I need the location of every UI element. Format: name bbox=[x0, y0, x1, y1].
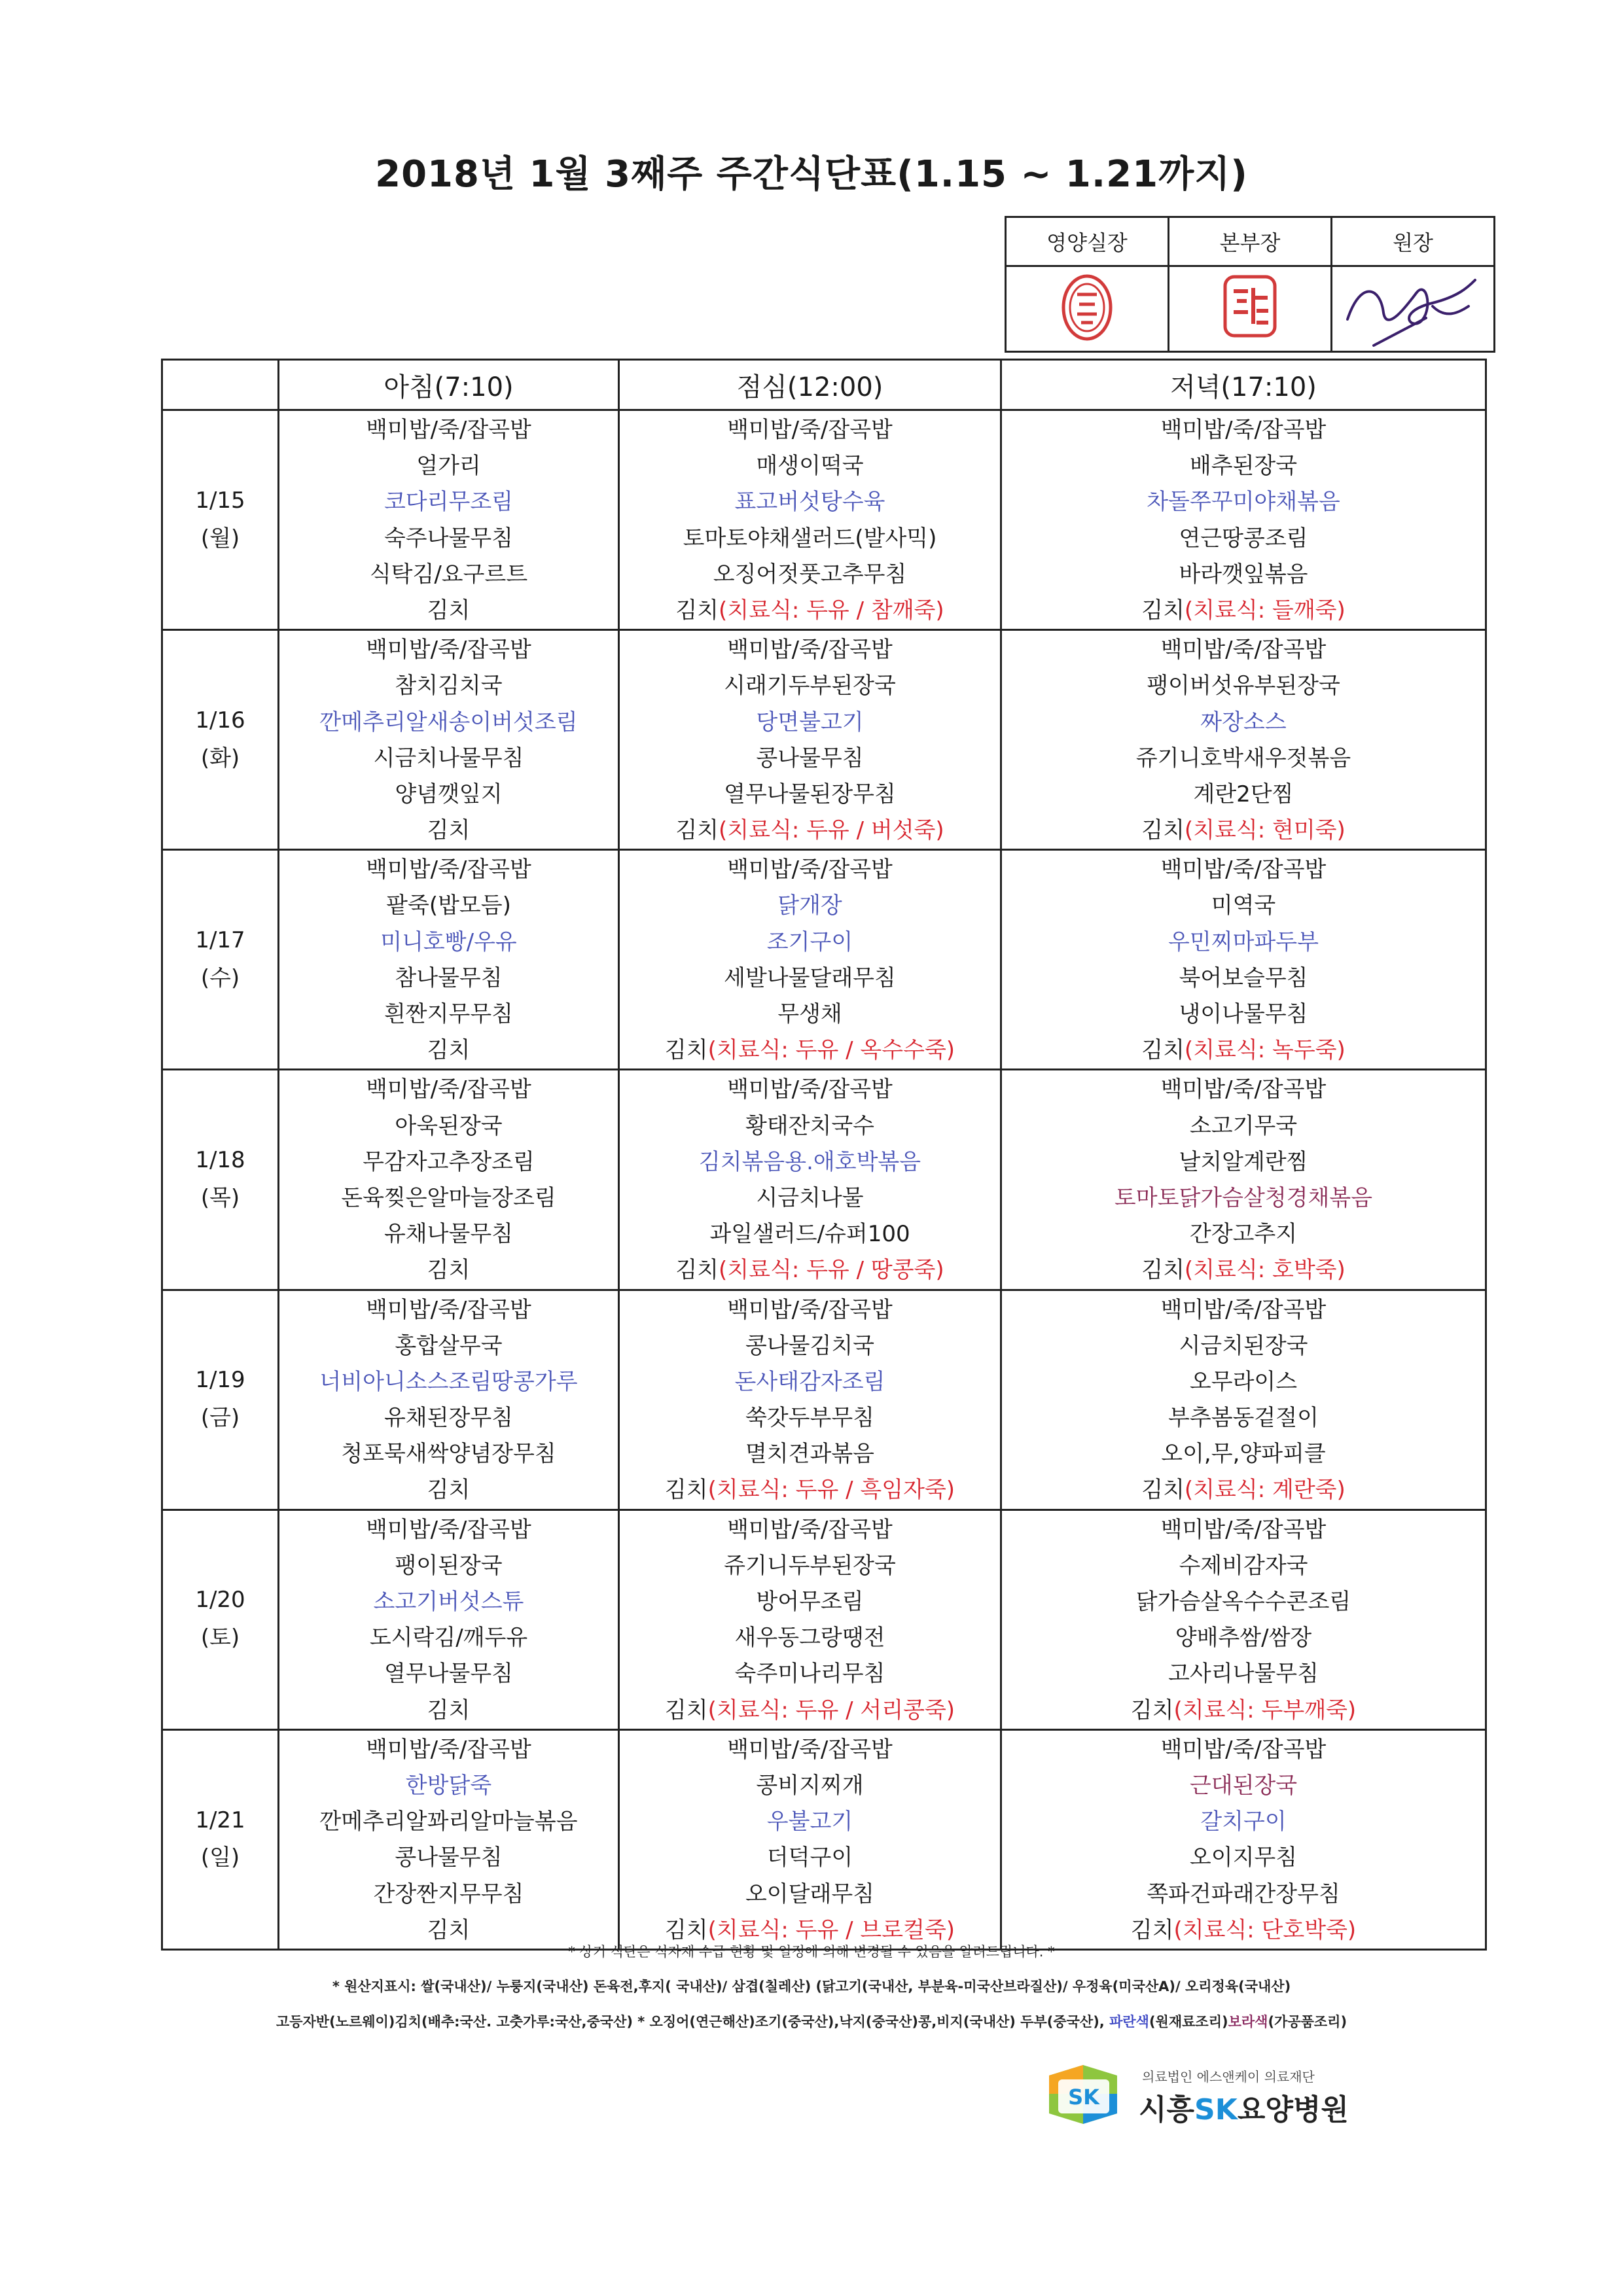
menu-item: 김치볶음용.애호박볶음 bbox=[698, 1148, 921, 1175]
legend-blue-note: (원재료조리) bbox=[1149, 2014, 1228, 2030]
day-label-cell bbox=[162, 1070, 279, 1290]
kimchi-label: 김치 bbox=[1141, 597, 1185, 624]
lunch-cell bbox=[619, 1290, 1001, 1510]
menu-item: 팽이된장국 bbox=[395, 1552, 503, 1579]
day-label-cell bbox=[162, 630, 279, 850]
menu-item: 소고기버섯스튜 bbox=[373, 1589, 524, 1615]
special-diet-note: (치료식: 두유 / 흑임자죽) bbox=[707, 1477, 955, 1504]
kimchi-label: 김치 bbox=[1130, 1916, 1174, 1943]
menu-item: 간장짠지무무침 bbox=[373, 1881, 524, 1907]
kimchi-special-diet-item bbox=[1002, 593, 1485, 629]
kimchi-special-diet-item bbox=[620, 813, 1000, 849]
kimchi-label: 김치 bbox=[664, 1916, 708, 1943]
menu-item: 백미밥/죽/잡곡밥 bbox=[727, 1076, 893, 1103]
dinner-cell bbox=[1001, 1070, 1486, 1290]
menu-item: 한방닭죽 bbox=[405, 1772, 492, 1799]
day-weekday: (수) bbox=[200, 964, 240, 991]
footnote-origin: * 원산지표시: 쌀(국내산)/ 누룽지(국내산) 돈육전,후지( 국내산)/ 삼겹(칠레산) (닭고기(국내산, 부분육-미국산브라질산)/ 우정육(미국산A)/ 오리정육(국내산) bbox=[332, 1979, 1291, 1994]
kimchi-label: 김치 bbox=[664, 1697, 708, 1723]
day-weekday: (토) bbox=[200, 1625, 240, 1651]
kimchi-special-diet-item bbox=[1002, 1693, 1485, 1729]
lunch-cell bbox=[619, 630, 1001, 850]
approval-stamp-cell-1 bbox=[1006, 266, 1169, 352]
menu-item: 도시락김/깨두유 bbox=[369, 1625, 528, 1651]
handwritten-signature-icon bbox=[1334, 267, 1491, 348]
menu-item: 우불고기 bbox=[766, 1809, 853, 1835]
day-weekday: (월) bbox=[200, 525, 240, 552]
menu-item: 닭개장 bbox=[777, 892, 842, 919]
menu-item: 더덕구이 bbox=[766, 1845, 853, 1871]
hospital-name bbox=[1139, 2086, 1349, 2128]
menu-table bbox=[161, 359, 1487, 1951]
day-label-cell bbox=[162, 1510, 279, 1729]
kimchi-label: 김치 bbox=[1141, 1477, 1185, 1504]
kimchi-label: 김치 bbox=[1130, 1697, 1174, 1723]
menu-item: 오이,무,양파피클 bbox=[1161, 1441, 1326, 1468]
special-diet-note: (치료식: 단호박죽) bbox=[1173, 1916, 1357, 1943]
day-label-cell bbox=[162, 850, 279, 1070]
menu-item: 근대된장국 bbox=[1189, 1772, 1298, 1799]
menu-item: 백미밥/죽/잡곡밥 bbox=[727, 637, 893, 663]
hospital-name-prefix: 시흥 bbox=[1139, 2093, 1195, 2127]
day-weekday: (일) bbox=[200, 1845, 240, 1871]
menu-item: 홍합살무국 bbox=[395, 1332, 503, 1359]
special-diet-note: (치료식: 호박죽) bbox=[1184, 1257, 1346, 1284]
special-diet-note: (치료식: 두유 / 참깨죽) bbox=[719, 597, 944, 624]
menu-item: 김치 bbox=[427, 597, 471, 624]
special-diet-note: (치료식: 계란죽) bbox=[1184, 1477, 1346, 1504]
day-weekday: (화) bbox=[200, 745, 240, 771]
seal-stamp-icon bbox=[1058, 272, 1116, 344]
menu-item: 콩나물무침 bbox=[756, 745, 864, 771]
menu-item: 너비아니소스조림땅콩가루 bbox=[319, 1368, 578, 1395]
header-dinner: 저녁(17:10) bbox=[1001, 360, 1486, 410]
menu-item: 백미밥/죽/잡곡밥 bbox=[1160, 857, 1327, 883]
page-title: 2018년 1월 3째주 주간식단표(1.15 ~ 1.21까지) bbox=[375, 153, 1248, 196]
special-diet-note: (치료식: 두유 / 브로컬죽) bbox=[707, 1916, 955, 1943]
menu-item: 백미밥/죽/잡곡밥 bbox=[1160, 1296, 1327, 1323]
lunch-cell bbox=[619, 1070, 1001, 1290]
menu-item: 쥬기니두부된장국 bbox=[724, 1552, 896, 1579]
menu-item: 김치 bbox=[427, 1037, 471, 1064]
breakfast-cell bbox=[279, 1290, 619, 1510]
menu-item: 김치 bbox=[427, 1257, 471, 1284]
kimchi-special-diet-item bbox=[620, 1252, 1000, 1288]
approval-header-director: 본부장 bbox=[1169, 217, 1332, 266]
day-label-cell bbox=[162, 1290, 279, 1510]
menu-item: 간장고추지 bbox=[1189, 1221, 1298, 1248]
kimchi-label: 김치 bbox=[664, 1037, 708, 1064]
menu-item: 날치알계란찜 bbox=[1179, 1148, 1308, 1175]
day-row bbox=[162, 1729, 1486, 1949]
menu-item: 고사리나물무침 bbox=[1168, 1661, 1319, 1687]
menu-item: 시금치나물무침 bbox=[373, 745, 524, 771]
menu-item: 깐메추리알꽈리알마늘볶음 bbox=[319, 1809, 578, 1835]
menu-item: 백미밥/죽/잡곡밥 bbox=[366, 1736, 531, 1763]
day-date: 1/17 bbox=[195, 927, 245, 954]
approval-header-president: 원장 bbox=[1332, 217, 1495, 266]
menu-item: 계란2단찜 bbox=[1193, 781, 1294, 807]
day-row bbox=[162, 850, 1486, 1070]
menu-item: 백미밥/죽/잡곡밥 bbox=[366, 857, 531, 883]
menu-item: 새우동그랑땡전 bbox=[734, 1625, 885, 1651]
menu-item: 청포묵새싹양념장무침 bbox=[341, 1441, 556, 1468]
dinner-cell bbox=[1001, 1510, 1486, 1729]
day-label-cell bbox=[162, 1729, 279, 1949]
menu-item: 소고기무국 bbox=[1189, 1112, 1298, 1139]
breakfast-cell bbox=[279, 1729, 619, 1949]
kimchi-label: 김치 bbox=[1141, 1037, 1185, 1064]
day-date: 1/20 bbox=[195, 1587, 245, 1614]
menu-item: 식탁김/요구르트 bbox=[369, 561, 528, 588]
day-date: 1/15 bbox=[195, 487, 245, 514]
kimchi-special-diet-item bbox=[1002, 1252, 1485, 1288]
dinner-cell bbox=[1001, 410, 1486, 630]
menu-item: 김치 bbox=[427, 1916, 471, 1943]
menu-item: 백미밥/죽/잡곡밥 bbox=[1160, 1736, 1327, 1763]
kimchi-special-diet-item bbox=[1002, 1033, 1485, 1069]
menu-item: 냉이나물무침 bbox=[1179, 1001, 1308, 1027]
header-breakfast: 아침(7:10) bbox=[279, 360, 619, 410]
menu-item: 깐메추리알새송이버섯조림 bbox=[319, 709, 578, 735]
day-row bbox=[162, 1510, 1486, 1729]
lunch-cell bbox=[619, 410, 1001, 630]
legend-purple-note: (가공품조리) bbox=[1268, 2014, 1347, 2030]
menu-item: 백미밥/죽/잡곡밥 bbox=[727, 1516, 893, 1543]
menu-item: 시래기두부된장국 bbox=[724, 673, 896, 699]
day-date: 1/19 bbox=[195, 1367, 245, 1394]
menu-item: 배추된장국 bbox=[1189, 453, 1298, 480]
kimchi-special-diet-item bbox=[1002, 813, 1485, 849]
kimchi-label: 김치 bbox=[664, 1477, 708, 1504]
menu-item: 오무라이스 bbox=[1189, 1368, 1298, 1395]
menu-item: 돈사태감자조림 bbox=[734, 1368, 885, 1395]
menu-item: 콩비지찌개 bbox=[756, 1772, 864, 1799]
menu-item: 백미밥/죽/잡곡밥 bbox=[366, 1076, 531, 1103]
approval-box bbox=[1005, 216, 1495, 353]
menu-item: 쑥갓두부무침 bbox=[745, 1405, 875, 1432]
kimchi-label: 김치 bbox=[675, 597, 719, 624]
menu-item: 백미밥/죽/잡곡밥 bbox=[1160, 1516, 1327, 1543]
menu-item: 과일샐러드/슈퍼100 bbox=[709, 1221, 910, 1248]
breakfast-cell bbox=[279, 1510, 619, 1729]
menu-item: 오이지무침 bbox=[1189, 1845, 1298, 1871]
seal-stamp-icon bbox=[1217, 272, 1283, 344]
menu-item: 유채된장무침 bbox=[383, 1405, 514, 1432]
kimchi-special-diet-item bbox=[620, 1472, 1000, 1508]
menu-item: 팥죽(밥모듬) bbox=[386, 892, 511, 919]
menu-item: 황태잔치국수 bbox=[745, 1112, 875, 1139]
kimchi-label: 김치 bbox=[675, 817, 719, 844]
breakfast-cell bbox=[279, 1070, 619, 1290]
menu-item: 아욱된장국 bbox=[395, 1112, 503, 1139]
menu-item: 콩나물무침 bbox=[395, 1845, 503, 1871]
day-date: 1/16 bbox=[195, 707, 245, 733]
menu-item: 무생채 bbox=[777, 1001, 842, 1027]
approval-header-nutrition: 영양실장 bbox=[1006, 217, 1169, 266]
menu-item: 조기구이 bbox=[766, 928, 853, 955]
breakfast-cell bbox=[279, 410, 619, 630]
day-label-cell bbox=[162, 410, 279, 630]
logo-text: SK bbox=[1068, 2085, 1099, 2110]
kimchi-special-diet-item bbox=[620, 1693, 1000, 1729]
menu-item: 백미밥/죽/잡곡밥 bbox=[1160, 637, 1327, 663]
dinner-cell bbox=[1001, 1290, 1486, 1510]
menu-item: 숙주미나리무침 bbox=[734, 1661, 885, 1687]
menu-item: 백미밥/죽/잡곡밥 bbox=[366, 1516, 531, 1543]
menu-item: 세발나물달래무침 bbox=[724, 964, 896, 991]
menu-item: 토마토야채샐러드(발사믹) bbox=[683, 525, 937, 552]
menu-item: 바라깻잎볶음 bbox=[1179, 561, 1308, 588]
kimchi-label: 김치 bbox=[1141, 817, 1185, 844]
menu-item: 얼가리 bbox=[416, 453, 481, 480]
menu-item: 쪽파건파래간장무침 bbox=[1147, 1881, 1340, 1907]
menu-item: 매생이떡국 bbox=[756, 453, 864, 480]
menu-item: 백미밥/죽/잡곡밥 bbox=[366, 637, 531, 663]
approval-stamp-cell-2 bbox=[1169, 266, 1332, 352]
menu-item: 백미밥/죽/잡곡밥 bbox=[366, 417, 531, 443]
kimchi-label: 김치 bbox=[1141, 1257, 1185, 1284]
menu-item: 연근땅콩조림 bbox=[1179, 525, 1308, 552]
menu-item: 백미밥/죽/잡곡밥 bbox=[727, 417, 893, 443]
special-diet-note: (치료식: 두부깨죽) bbox=[1173, 1697, 1357, 1723]
menu-item: 부추봄동겉절이 bbox=[1168, 1405, 1319, 1432]
footnote-origin-2 bbox=[0, 2011, 1623, 2031]
dinner-cell bbox=[1001, 1729, 1486, 1949]
menu-item: 쥬기니호박새우젓볶음 bbox=[1135, 745, 1351, 771]
menu-item: 참치김치국 bbox=[395, 673, 503, 699]
menu-item: 방어무조림 bbox=[756, 1589, 864, 1615]
lunch-cell bbox=[619, 1729, 1001, 1949]
special-diet-note: (치료식: 녹두죽) bbox=[1184, 1037, 1346, 1064]
special-diet-note: (치료식: 두유 / 버섯죽) bbox=[719, 817, 944, 844]
menu-item: 표고버섯탕수육 bbox=[734, 489, 885, 516]
menu-item: 북어보슬무침 bbox=[1179, 964, 1308, 991]
kimchi-special-diet-item bbox=[1002, 1472, 1485, 1508]
menu-item: 백미밥/죽/잡곡밥 bbox=[727, 1296, 893, 1323]
breakfast-cell bbox=[279, 630, 619, 850]
day-row bbox=[162, 630, 1486, 850]
menu-item: 열무나물된장무침 bbox=[724, 781, 896, 807]
menu-item: 백미밥/죽/잡곡밥 bbox=[1160, 1076, 1327, 1103]
menu-item: 갈치구이 bbox=[1200, 1809, 1287, 1835]
day-row bbox=[162, 410, 1486, 630]
kimchi-special-diet-item bbox=[620, 593, 1000, 629]
dinner-cell bbox=[1001, 850, 1486, 1070]
menu-item: 오징어젓풋고추무침 bbox=[713, 561, 907, 588]
menu-item: 콩나물김치국 bbox=[745, 1332, 875, 1359]
menu-item: 수제비감자국 bbox=[1179, 1552, 1308, 1579]
menu-item: 양배추쌈/쌈장 bbox=[1175, 1625, 1312, 1651]
menu-item: 양념깻잎지 bbox=[395, 781, 503, 807]
menu-item: 백미밥/죽/잡곡밥 bbox=[727, 857, 893, 883]
breakfast-cell bbox=[279, 850, 619, 1070]
lunch-cell bbox=[619, 1510, 1001, 1729]
menu-item: 차돌쭈꾸미야채볶음 bbox=[1147, 489, 1340, 516]
menu-item: 닭가슴살옥수수콘조림 bbox=[1135, 1589, 1351, 1615]
menu-item: 토마토닭가슴살청경채볶음 bbox=[1114, 1184, 1373, 1211]
menu-item: 우민찌마파두부 bbox=[1168, 928, 1319, 955]
menu-item: 당면불고기 bbox=[756, 709, 864, 735]
menu-item: 숙주나물무침 bbox=[383, 525, 514, 552]
hospital-name-suffix: 요양병원 bbox=[1237, 2093, 1349, 2127]
menu-item: 백미밥/죽/잡곡밥 bbox=[727, 1736, 893, 1763]
menu-item: 시금치나물 bbox=[756, 1184, 864, 1211]
day-weekday: (금) bbox=[200, 1405, 240, 1432]
dinner-cell bbox=[1001, 630, 1486, 850]
menu-item: 돈육찢은알마늘장조림 bbox=[341, 1184, 556, 1211]
menu-header-row bbox=[162, 360, 1486, 410]
menu-item: 짜장소스 bbox=[1200, 709, 1287, 735]
kimchi-special-diet-item bbox=[620, 1033, 1000, 1069]
footnote-change-notice: * 상기 식단은 식자재 수급 현황 및 일정에 의해 변경될 수 있음을 알려드립니다. * bbox=[568, 1944, 1055, 1960]
menu-item: 시금치된장국 bbox=[1179, 1332, 1308, 1359]
menu-item: 팽이버섯유부된장국 bbox=[1147, 673, 1340, 699]
menu-item: 김치 bbox=[427, 1697, 471, 1723]
special-diet-note: (치료식: 두유 / 서리콩죽) bbox=[707, 1697, 955, 1723]
hospital-subtitle: 의료법인 에스앤케이 의료재단 bbox=[1142, 2069, 1315, 2085]
menu-item: 유채나물무침 bbox=[383, 1221, 514, 1248]
menu-item: 참나물무침 bbox=[395, 964, 503, 991]
special-diet-note: (치료식: 두유 / 땅콩죽) bbox=[719, 1257, 944, 1284]
day-row bbox=[162, 1070, 1486, 1290]
special-diet-note: (치료식: 현미죽) bbox=[1184, 817, 1346, 844]
special-diet-note: (치료식: 들깨죽) bbox=[1184, 597, 1346, 624]
menu-item: 오이달래무침 bbox=[745, 1881, 875, 1907]
lunch-cell bbox=[619, 850, 1001, 1070]
day-date: 1/18 bbox=[195, 1147, 245, 1174]
menu-item: 백미밥/죽/잡곡밥 bbox=[366, 1296, 531, 1323]
menu-item: 열무나물무침 bbox=[383, 1661, 514, 1687]
footnote-origin-2-text: 고등자반(노르웨이)김치(배추:국산. 고춧가루:국산,중국산) * 오징어(연근해산)조기(중국산),낙지(중국산)콩,비지(국내산) 두부(중국산), bbox=[276, 2014, 1110, 2030]
approval-signature-cell bbox=[1332, 266, 1495, 352]
menu-item: 무감자고추장조림 bbox=[363, 1148, 535, 1175]
legend-purple-label: 보라색 bbox=[1228, 2014, 1268, 2030]
menu-item: 미니호빵/우유 bbox=[380, 928, 517, 955]
menu-item: 김치 bbox=[427, 1477, 471, 1504]
header-lunch: 점심(12:00) bbox=[619, 360, 1001, 410]
menu-item: 흰짠지무무침 bbox=[383, 1001, 514, 1027]
kimchi-label: 김치 bbox=[675, 1257, 719, 1284]
day-row bbox=[162, 1290, 1486, 1510]
menu-item: 코다리무조림 bbox=[383, 489, 514, 516]
hospital-name-sk: SK bbox=[1194, 2093, 1238, 2127]
menu-item: 김치 bbox=[427, 817, 471, 844]
corner-cell bbox=[162, 360, 279, 410]
day-weekday: (목) bbox=[200, 1184, 240, 1211]
menu-item: 멸치견과볶음 bbox=[745, 1441, 875, 1468]
special-diet-note: (치료식: 두유 / 옥수수죽) bbox=[707, 1037, 955, 1064]
menu-item: 미역국 bbox=[1211, 892, 1276, 919]
legend-blue-label: 파란색 bbox=[1109, 2014, 1149, 2030]
hospital-logo-icon bbox=[1044, 2061, 1124, 2128]
day-date: 1/21 bbox=[195, 1807, 245, 1833]
menu-item: 백미밥/죽/잡곡밥 bbox=[1160, 417, 1327, 443]
